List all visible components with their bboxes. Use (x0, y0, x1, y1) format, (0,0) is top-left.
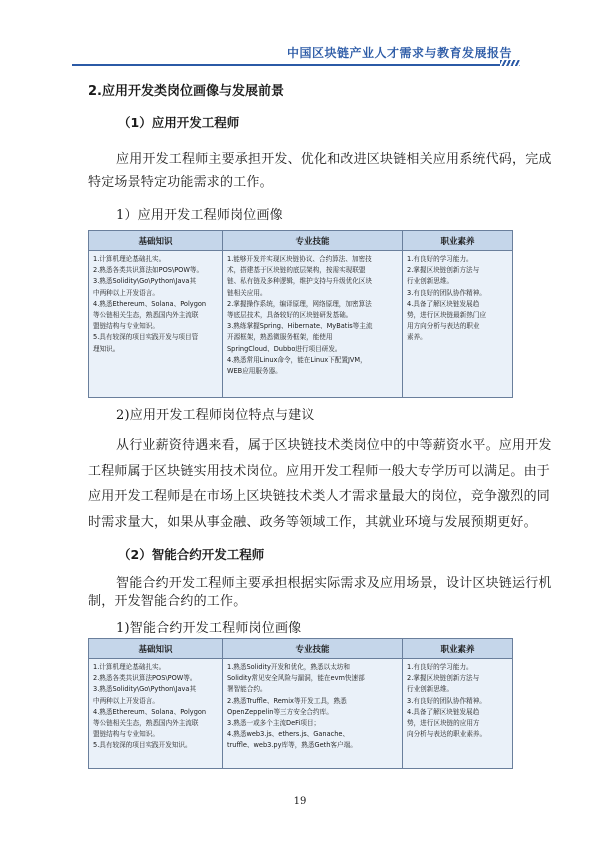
header-decoration (500, 60, 520, 66)
cell-line: 2.熟悉Truffle、Remix等开发工具，熟悉 (227, 696, 347, 705)
cell-line: 5.具有较深的项目实践开发知识。 (93, 741, 192, 750)
cell-line: 1.能够开发并实现区块链协议、合约算法、加密技 (227, 255, 372, 263)
cell-line: truffle、web3.py库等，熟悉Geth客户端。 (227, 741, 357, 750)
cell-line: 行业创新思维。 (407, 685, 454, 694)
cell-line: 用方向分析与表达的职业 (407, 322, 480, 331)
table-header: 职业素养 (403, 231, 513, 251)
paragraph-line: 特定场景特定功能需求的工作。 (88, 175, 273, 190)
report-title: 中国区块链产业人才需求与教育发展报告 (286, 46, 512, 60)
cell-line: 开源框架，熟悉微服务框架，能使用 (227, 333, 333, 342)
page-number: 19 (293, 796, 307, 807)
cell-line: 盟链结构与专业知识。 (93, 730, 159, 739)
cell-line: SpringCloud、Dubbo进行项目研发。 (227, 344, 342, 353)
subsection-heading-1: （1）应用开发工程师 (118, 115, 240, 130)
cell-line: 中两种以上开发语言。 (93, 696, 159, 705)
cell-line: 4.熟悉Ethereum、Solana、Polygon (93, 299, 207, 308)
cell-line: 4.熟悉常用Linux命令，能在Linux下配置JVM， (227, 355, 367, 364)
cell-line: 署智能合约。 (227, 685, 267, 694)
cell-line: 1.有良好的学习能力。 (407, 255, 473, 263)
header-divider (72, 64, 504, 66)
cell-line: 4.熟悉Ethereum、Solana、Polygon (93, 707, 207, 716)
professional-skills-cell (223, 659, 403, 769)
professional-skills-cell (223, 251, 403, 398)
cell-line: 理知识。 (93, 344, 120, 353)
subsection-heading-2: （2）智能合约开发工程师 (118, 547, 265, 562)
paragraph-line: 应用开发工程师是在市场上区块链技术类人才需求量最大的岗位，竞争激烈的同 (88, 489, 551, 504)
professional-quality-cell (403, 659, 513, 769)
cell-line: 2.掌握区块链创新方法与 (407, 266, 480, 275)
table-header: 专业技能 (223, 231, 403, 251)
cell-line: 链、私有链及多种逻辑，维护支持与升级优化区块 (227, 277, 373, 286)
cell-line: 中两种以上开发语言。 (93, 288, 159, 297)
cell-line: 2.熟悉各类共识算法POS\POW等。 (93, 674, 197, 683)
cell-line: 行业创新思维。 (407, 277, 454, 286)
cell-line: 等公链相关生态，熟悉国内外主流联 (93, 311, 199, 320)
cell-line: WEB应用服务器。 (227, 367, 282, 376)
cell-line: 3.熟练掌握Spring、Hibernate、MyBatis等主流 (227, 322, 373, 331)
cell-line: 4.具备了解区块链发展趋 (407, 299, 480, 308)
basic-knowledge-cell (89, 659, 223, 769)
table-header: 基础知识 (89, 639, 223, 659)
table-header: 基础知识 (89, 231, 223, 251)
cell-line: 势，进行区块链最新热门应 (407, 311, 487, 320)
cell-line: 势，进行区块链的应用方 (407, 719, 480, 728)
cell-line: 向分析与表达的职业素养。 (407, 730, 487, 739)
paragraph-line: 工程师属于区块链实用技术岗位。应用开发工程师一般大专学历可以满足。由于 (88, 464, 551, 479)
cell-line: 等底层技术，具备较好的区块链研发基础。 (227, 311, 353, 320)
cell-line: 3.熟悉Solidity\Go\Python\Java其 (93, 685, 197, 694)
cell-line: 1.计算机理论基础扎实。 (93, 663, 166, 671)
professional-quality-cell (403, 251, 513, 398)
cell-line: 术，搭建基于区块链的底层架构，按需实现联盟 (227, 266, 366, 275)
paragraph-line: 从行业薪资待遇来看，属于区块链技术类岗位中的中等薪资水平。应用开发 (116, 438, 552, 453)
cell-line: 等公链相关生态，熟悉国内外主流联 (93, 719, 199, 728)
basic-knowledge-cell (89, 251, 223, 398)
paragraph-line: 时需求量大，如果从事金融、政务等领域工作，其就业环境与发展预期更好。 (88, 515, 537, 530)
features-caption: 2)应用开发工程师岗位特点与建议 (116, 408, 315, 423)
cell-line: Solidity常见安全风险与漏洞，能在evm快速部 (227, 674, 365, 683)
profile-table-1 (88, 230, 513, 398)
cell-line: 盟链结构与专业知识。 (93, 322, 159, 331)
table-caption-2: 1)智能合约开发工程师岗位画像 (116, 621, 302, 636)
cell-line: 素养。 (407, 333, 427, 342)
cell-line: 1.熟悉Solidity开发和优化，熟悉以太坊和 (227, 663, 350, 671)
cell-line: 4.具备了解区块链发展趋 (407, 707, 480, 716)
cell-line: 3.有良好的团队协作精神。 (407, 288, 486, 297)
cell-line: 5.具有较深的项目实践开发与项目管 (93, 333, 199, 342)
table-header: 职业素养 (403, 639, 513, 659)
cell-line: 3.熟悉Solidity\Go\Python\Java其 (93, 277, 197, 286)
paragraph-line: 制，开发智能合约的工作。 (88, 594, 247, 609)
cell-line: 2.熟悉各类共识算法如POS\POW等。 (93, 266, 204, 275)
paragraph-line: 应用开发工程师主要承担开发、优化和改进区块链相关应用系统代码，完成 (116, 152, 552, 167)
table-header: 专业技能 (223, 639, 403, 659)
cell-line: 1.有良好的学习能力。 (407, 663, 473, 671)
cell-line: 3.有良好的团队协作精神。 (407, 696, 486, 705)
table-caption-1: 1）应用开发工程师岗位画像 (116, 208, 283, 223)
cell-line: 链相关应用。 (227, 288, 267, 297)
cell-line: 2.掌握操作系统，编译原理，网络原理，加密算法 (227, 299, 372, 308)
profile-table-2 (88, 638, 513, 769)
cell-line: 1.计算机理论基础扎实。 (93, 255, 166, 263)
cell-line: 3.熟悉一或多个主流DeFi项目； (227, 719, 321, 728)
section-heading: 2.应用开发类岗位画像与发展前景 (88, 84, 284, 99)
cell-line: 4.熟悉web3.js、ethers.js、Ganache、 (227, 730, 350, 739)
cell-line: OpenZeppelin等三方安全合约库。 (227, 707, 333, 716)
paragraph-line: 智能合约开发工程师主要承担根据实际需求及应用场景，设计区块链运行机 (116, 576, 552, 591)
cell-line: 2.掌握区块链创新方法与 (407, 674, 480, 683)
